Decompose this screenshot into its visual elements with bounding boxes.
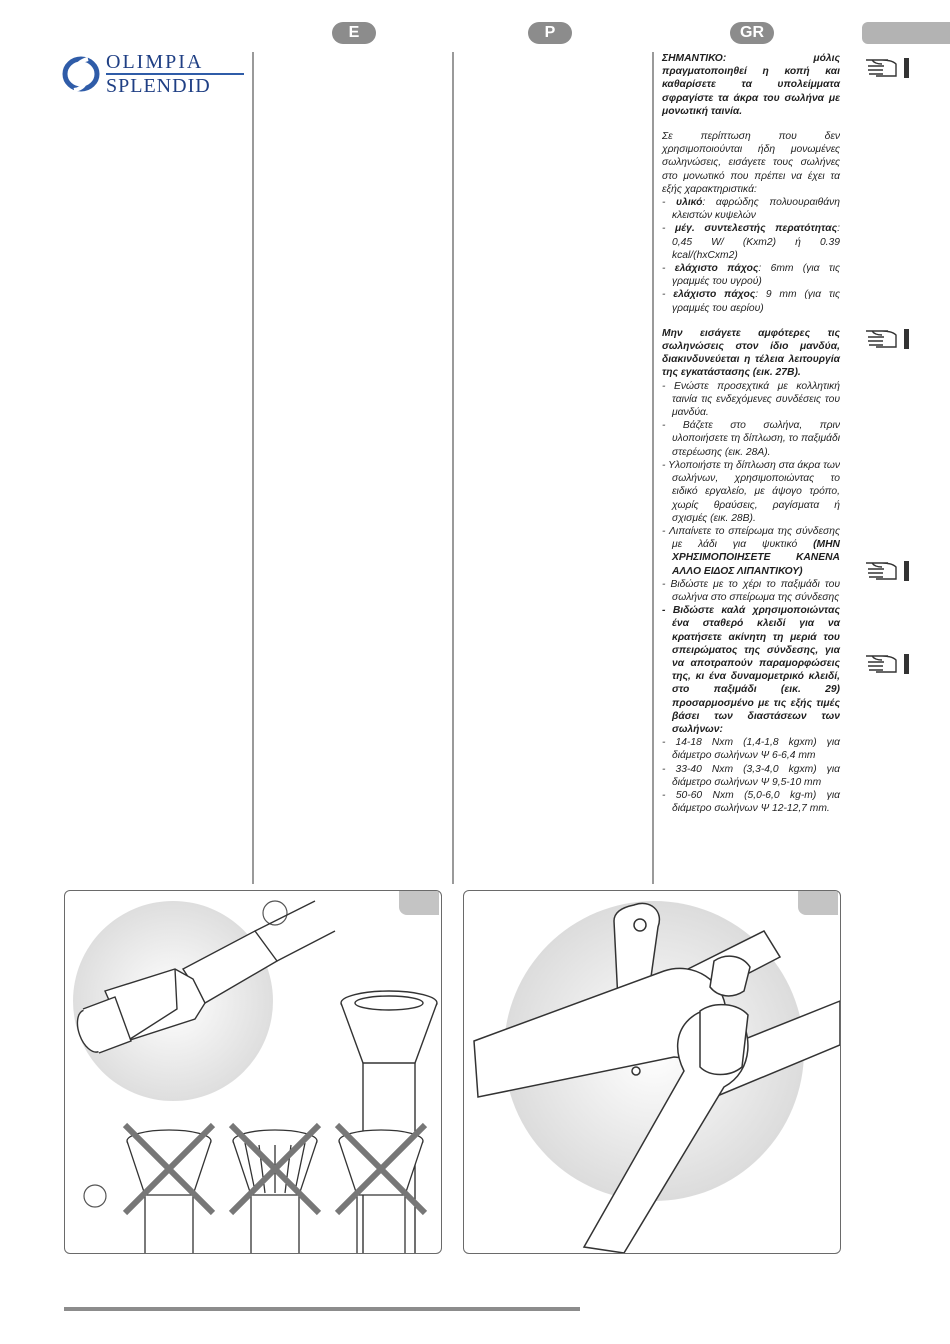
step-torque: - Βιδώστε καλά χρησιμοποιώντας ένα σταθερό κλειδί για να κρατήσετε ακίνητη τη μεριά του σπειρώματος της σύνδεσης, για να αποτραπούν παραμορφώσεις της, κι ένα δυναμομετρικό κλειδί, στο παξιμάδι (εικ. 29) προσαρμοσμένο με τις εξής τιμές βάσει των διαστάσεων των σωλήνων: [662,605,840,735]
sheath-warning: Μην εισάγετε αμφότερες τις σωληνώσεις στον ίδιο μανδύα, διακινδυνεύεται η τέλεια λειτουργία της εγκατάστασης (εικ. 27B). [662,327,840,379]
column-divider [452,52,454,884]
figure-number-tag [798,891,838,915]
flare-illustration [65,891,441,1253]
spec-material: - υλικό: αφρώδης πολυουραιθάνη κλειστών κυψελών [662,197,840,222]
brand-line2: SPLENDID [106,75,211,97]
figure-panel-flare [64,890,442,1254]
figure-number-tag [399,891,439,915]
pointing-hand-icon [864,325,912,351]
incorrect-flare-3 [337,1125,425,1253]
pointing-hand-icon [864,54,912,80]
incorrect-flare-2 [231,1125,319,1253]
pointing-hand-icon [864,650,912,676]
incorrect-flare-1 [125,1125,213,1253]
wrench-illustration [464,891,840,1253]
column-divider [652,52,654,884]
important-note: ΣΗΜΑΝΤΙΚΟ: μόλις πραγματοποιηθεί η κοπή και καθαρίσετε τα υπολείμματα σφραγίστε τα άκρα του σωλήνα με μονωτική ταινία. [662,53,840,117]
step-nut: - Βάζετε στο σωλήνα, πριν υλοποιήσετε τη δίπλωση, το παξιμάδι στερέωσης (εικ. 28A). [662,420,840,458]
step-tape: - Ενώστε προσεχτικά με κολλητική ταινία τις ενδεχόμενες συνδέσεις του μανδύα. [662,380,840,419]
spec-thickness-liquid: - ελάχιστο πάχος: 6mm (για τις γραμμές του υγρού) [662,263,840,288]
step-hand-tighten: - Βιδώστε με το χέρι το παξιμάδι του σωλήνα στο σπείρωμα της σύνδεσης [662,578,840,603]
page-edge-tab [862,22,950,44]
olimpia-splendid-logo [62,50,252,100]
language-tab-gr[interactable]: GR [730,22,774,44]
brand-line1: OLIMPIA [106,51,204,73]
language-tab-p[interactable]: P [528,22,572,44]
upper-nut [710,956,750,996]
greek-text-column [662,52,840,815]
language-tab-e[interactable]: E [332,22,376,44]
step-lubricate: - Λιπαίνετε το σπείρωμα της σύνδεσης με λάδι για ψυκτικό (ΜΗΝ ΧΡΗΣΙΜΟΠΟΙΗΣΕΤΕ ΚΑΝΕΝΑ ΑΛΛΟ ΕΙΔΟΣ ΛΙΠΑΝΤΙΚΟΥ) [662,525,840,577]
figure-panel-wrench [463,890,841,1254]
footer-rule [64,1307,580,1311]
insulation-intro: Σε περίπτωση που δεν χρησιμοποιούνται ήδη μονωμένες σωληνώσεις, εισάγετε τους σωλήνες στο μονωτικό που πρέπει να έχει τα εξής χαρακτηριστικά: [662,131,840,195]
union-nut [700,1005,748,1075]
column-divider [252,52,254,884]
spec-thickness-gas: - ελάχιστο πάχος: 9 mm (για τις γραμμές του αερίου) [662,289,840,314]
step-flare: - Υλοποιήστε τη δίπλωση στα άκρα των σωλήνων, χρησιμοποιώντας το ειδικό εργαλείο, με άψογο τρόπο, χωρίς θραύσεις, ραγίσματα ή σχισμές (εικ. 28B). [662,459,840,524]
torque-6mm: - 14-18 Nxm (1,4-1,8 kgxm) για διάμετρο σωλήνων Ψ 6-6,4 mm [662,737,840,762]
spec-permeability: - μέγ. συντελεστής περατότητας: 0,45 W/ (Kxm2) ή 0.39 kcal/(hxCxm2) [662,223,840,261]
torque-10mm: - 33-40 Nxm (3,3-4,0 kgxm) για διάμετρο σωλήνων Ψ 9,5-10 mm [662,763,840,788]
label-circle-b [84,1185,106,1207]
pointing-hand-icon [864,557,912,583]
torque-12mm: - 50-60 Nxm (5,0-6,0 kg-m) για διάμετρο σωλήνων Ψ 12-12,7 mm. [662,789,840,815]
